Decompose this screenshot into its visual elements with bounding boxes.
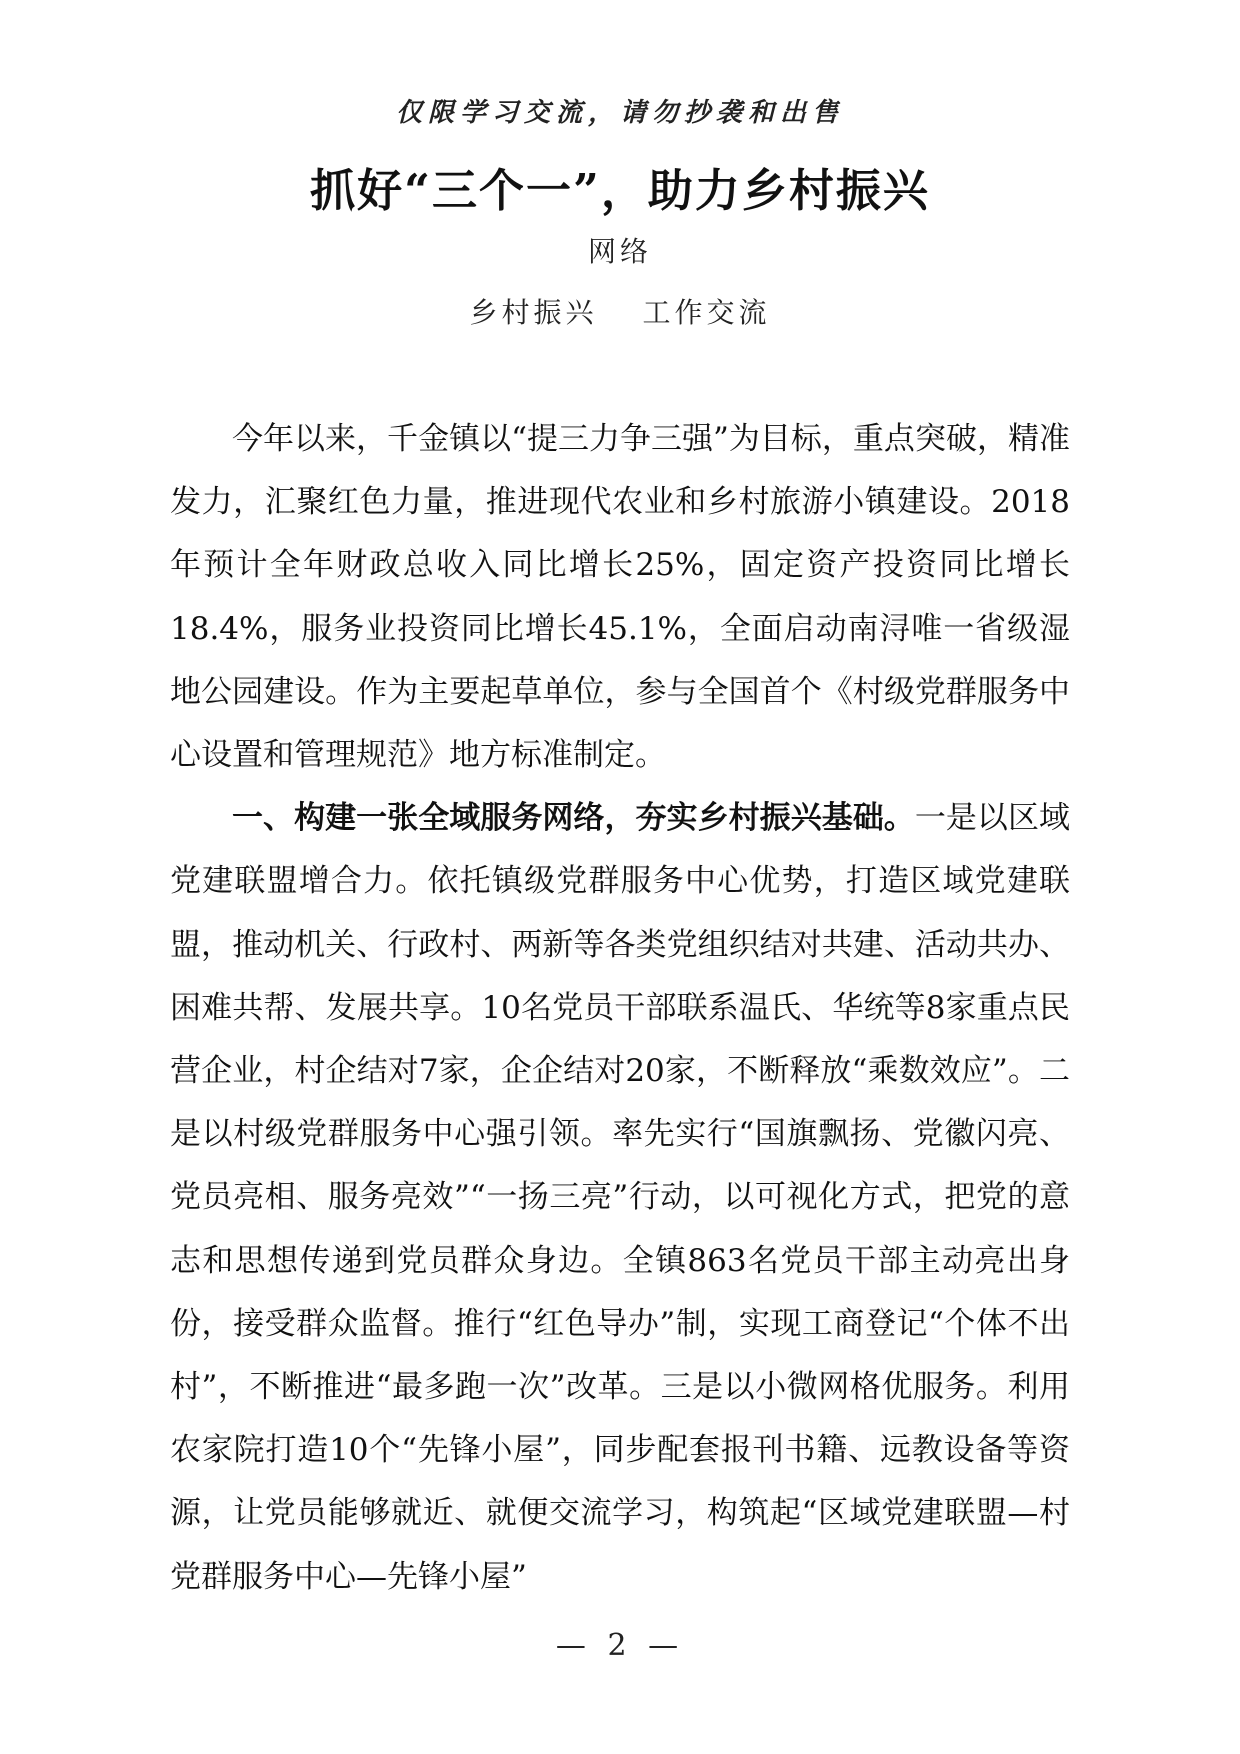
article-title: 抓好“三个一”，助力乡村振兴 bbox=[310, 164, 930, 217]
paragraph-section-1 bbox=[170, 787, 1070, 1609]
article-tags: 乡村振兴 工作交流 bbox=[469, 296, 771, 329]
copyright-notice: 仅限学习交流，请勿抄袭和出售 bbox=[395, 98, 844, 128]
article-body bbox=[170, 408, 1070, 1609]
article-source: 网络 bbox=[587, 235, 652, 268]
section-text: 一是以区域党建联盟增合力。依托镇级党群服务中心优势，打造区域党建联盟，推动机关、行政村、两新等各类党组织结对共建、活动共办、困难共帮、发展共享。10名党员干部联系温氏、华统等8家重点民营企业，村企结对7家，企企结对20家，不断释放“乘数效应”。二是以村级党群服务中心强引领。率先实行“国旗飘扬、党徽闪亮、党员亮相、服务亮效”“一扬三亮”行动，以可视化方式，把党的意志和思想传递到党员群众身边。全镇863名党员干部主动亮出身份，接受群众监督。推行“红色导办”制，实现工商登记“个体不出村”，不断推进“最多跑一次”改革。三是以小微网格优服务。利用农家院打造10个“先锋小屋”，同步配套报刊书籍、远教设备等资源，让党员能够就近、就便交流学习，构筑起“区域党建联盟—村党群服务中心—先锋小屋” bbox=[170, 800, 1070, 1595]
paragraph-intro: 今年以来，千金镇以“提三力争三强”为目标，重点突破，精准发力，汇聚红色力量，推进现代农业和乡村旅游小镇建设。2018年预计全年财政总收入同比增长25%，固定资产投资同比增长18.4%，服务业投资同比增长45.1%，全面启动南浔唯一省级湿地公园建设。作为主要起草单位，参与全国首个《村级党群服务中心设置和管理规范》地方标准制定。 bbox=[170, 421, 1070, 774]
section-heading: 一、构建一张全域服务网络，夯实乡村振兴基础。 bbox=[232, 800, 915, 837]
page-number: — 2 — bbox=[555, 1628, 685, 1663]
